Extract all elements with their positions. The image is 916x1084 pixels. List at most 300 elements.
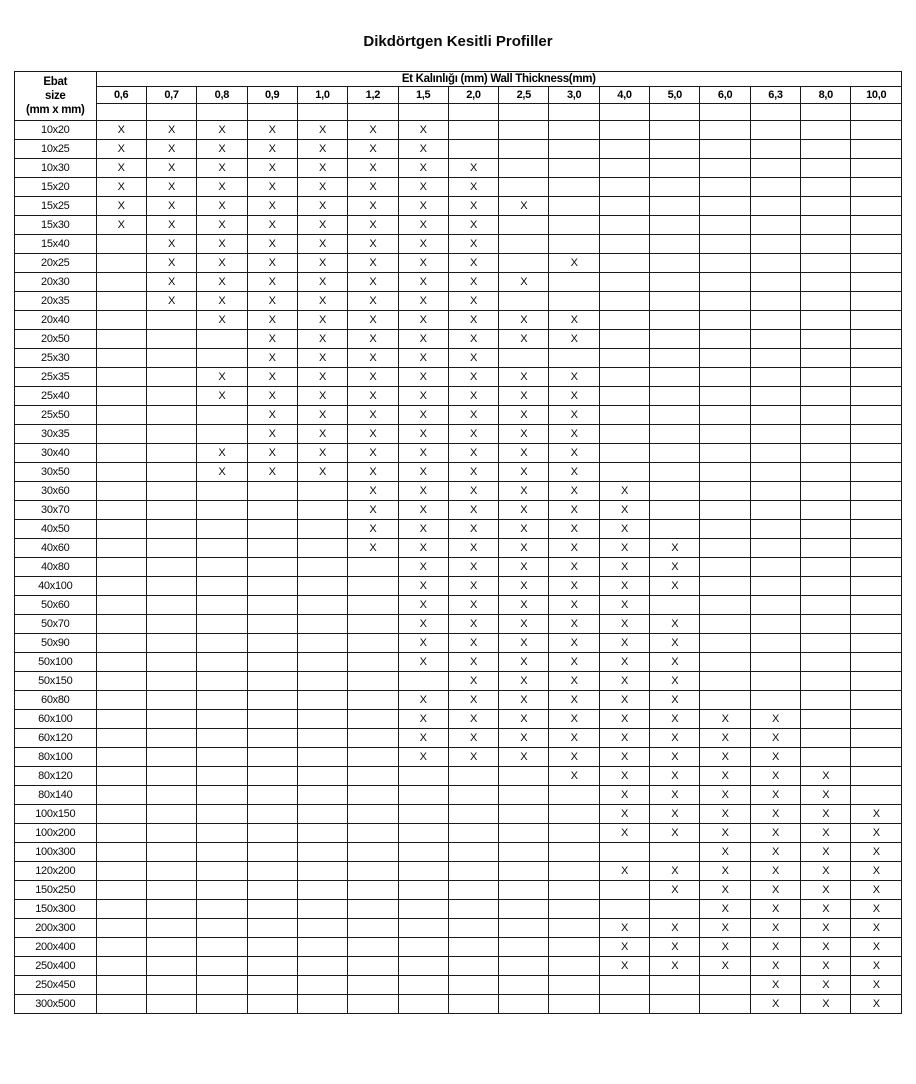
availability-mark-cell: X [801, 767, 851, 786]
empty-cell [700, 615, 750, 634]
availability-mark-cell: X [398, 349, 448, 368]
empty-cell [448, 995, 498, 1014]
empty-cell [650, 425, 700, 444]
availability-mark-cell: X [348, 121, 398, 140]
empty-cell [750, 311, 800, 330]
empty-cell [700, 387, 750, 406]
availability-mark-cell: X [549, 729, 599, 748]
empty-cell [650, 159, 700, 178]
availability-mark-cell: X [599, 767, 649, 786]
availability-mark-cell: X [146, 197, 196, 216]
table-row [15, 539, 902, 558]
empty-cell [398, 672, 448, 691]
availability-mark-cell: X [801, 900, 851, 919]
availability-mark-cell: X [599, 672, 649, 691]
empty-cell [197, 520, 247, 539]
availability-mark-cell: X [96, 178, 146, 197]
empty-cell [700, 444, 750, 463]
empty-cell [851, 311, 902, 330]
empty-cell [851, 387, 902, 406]
empty-cell [96, 957, 146, 976]
empty-cell [549, 938, 599, 957]
thickness-col-header: 8,0 [801, 87, 851, 104]
availability-mark-cell: X [348, 311, 398, 330]
availability-mark-cell: X [398, 368, 448, 387]
empty-cell [801, 653, 851, 672]
availability-mark-cell: X [297, 254, 347, 273]
empty-cell [448, 881, 498, 900]
availability-mark-cell: X [197, 387, 247, 406]
empty-cell [750, 273, 800, 292]
empty-cell [96, 577, 146, 596]
table-row [15, 216, 902, 235]
empty-cell [549, 843, 599, 862]
empty-cell [650, 235, 700, 254]
empty-cell [499, 995, 549, 1014]
size-cell: 80x120 [15, 767, 97, 786]
availability-mark-cell: X [398, 729, 448, 748]
empty-cell [146, 672, 196, 691]
empty-cell [650, 900, 700, 919]
empty-cell [96, 520, 146, 539]
availability-mark-cell: X [801, 824, 851, 843]
availability-mark-cell: X [348, 216, 398, 235]
availability-mark-cell: X [297, 368, 347, 387]
availability-mark-cell: X [700, 862, 750, 881]
empty-cell [801, 197, 851, 216]
size-cell: 30x40 [15, 444, 97, 463]
availability-mark-cell: X [297, 311, 347, 330]
header-spacer-cell [448, 104, 498, 121]
empty-cell [650, 121, 700, 140]
availability-mark-cell: X [499, 463, 549, 482]
empty-cell [398, 843, 448, 862]
size-cell: 50x150 [15, 672, 97, 691]
empty-cell [801, 349, 851, 368]
empty-cell [499, 786, 549, 805]
empty-cell [700, 995, 750, 1014]
empty-cell [146, 330, 196, 349]
size-header-line3: (mm x mm) [25, 104, 85, 116]
table-row [15, 406, 902, 425]
availability-mark-cell: X [247, 387, 297, 406]
empty-cell [750, 615, 800, 634]
empty-cell [297, 615, 347, 634]
empty-cell [348, 767, 398, 786]
empty-cell [96, 862, 146, 881]
empty-cell [96, 368, 146, 387]
empty-cell [247, 520, 297, 539]
empty-cell [700, 976, 750, 995]
availability-mark-cell: X [650, 767, 700, 786]
empty-cell [599, 900, 649, 919]
empty-cell [96, 824, 146, 843]
size-cell: 40x80 [15, 558, 97, 577]
availability-mark-cell: X [650, 957, 700, 976]
empty-cell [297, 539, 347, 558]
availability-mark-cell: X [448, 577, 498, 596]
availability-mark-cell: X [650, 805, 700, 824]
availability-mark-cell: X [348, 178, 398, 197]
empty-cell [851, 140, 902, 159]
size-cell: 40x100 [15, 577, 97, 596]
empty-cell [700, 691, 750, 710]
empty-cell [348, 995, 398, 1014]
size-cell: 50x90 [15, 634, 97, 653]
table-row [15, 634, 902, 653]
empty-cell [348, 710, 398, 729]
empty-cell [650, 178, 700, 197]
empty-cell [146, 406, 196, 425]
availability-mark-cell: X [448, 197, 498, 216]
empty-cell [650, 330, 700, 349]
empty-cell [398, 786, 448, 805]
availability-mark-cell: X [96, 140, 146, 159]
empty-cell [599, 463, 649, 482]
empty-cell [851, 520, 902, 539]
availability-mark-cell: X [297, 159, 347, 178]
empty-cell [851, 197, 902, 216]
empty-cell [146, 957, 196, 976]
empty-cell [549, 862, 599, 881]
availability-mark-cell: X [700, 767, 750, 786]
empty-cell [750, 539, 800, 558]
empty-cell [146, 425, 196, 444]
availability-mark-cell: X [448, 615, 498, 634]
empty-cell [348, 938, 398, 957]
availability-mark-cell: X [499, 539, 549, 558]
empty-cell [297, 805, 347, 824]
empty-cell [197, 482, 247, 501]
availability-mark-cell: X [549, 463, 599, 482]
availability-mark-cell: X [297, 444, 347, 463]
empty-cell [96, 843, 146, 862]
table-header [15, 72, 902, 121]
availability-mark-cell: X [448, 254, 498, 273]
empty-cell [851, 406, 902, 425]
empty-cell [448, 140, 498, 159]
empty-cell [650, 406, 700, 425]
empty-cell [247, 767, 297, 786]
empty-cell [146, 520, 196, 539]
availability-mark-cell: X [297, 463, 347, 482]
empty-cell [750, 577, 800, 596]
availability-mark-cell: X [499, 558, 549, 577]
availability-mark-cell: X [197, 273, 247, 292]
header-spacer-cell [801, 104, 851, 121]
availability-mark-cell: X [448, 406, 498, 425]
empty-cell [700, 406, 750, 425]
availability-mark-cell: X [348, 463, 398, 482]
availability-mark-cell: X [448, 482, 498, 501]
availability-mark-cell: X [650, 634, 700, 653]
empty-cell [750, 596, 800, 615]
empty-cell [96, 330, 146, 349]
empty-cell [650, 482, 700, 501]
availability-mark-cell: X [750, 957, 800, 976]
header-spacer-cell [398, 104, 448, 121]
availability-mark-cell: X [599, 615, 649, 634]
availability-mark-cell: X [549, 368, 599, 387]
empty-cell [448, 919, 498, 938]
empty-cell [146, 691, 196, 710]
availability-mark-cell: X [750, 881, 800, 900]
table-row [15, 482, 902, 501]
availability-mark-cell: X [750, 805, 800, 824]
table-row [15, 976, 902, 995]
availability-mark-cell: X [197, 121, 247, 140]
availability-mark-cell: X [448, 368, 498, 387]
table-row [15, 786, 902, 805]
empty-cell [599, 159, 649, 178]
size-header-line1: Ebat [43, 76, 68, 88]
empty-cell [700, 121, 750, 140]
availability-mark-cell: X [146, 140, 196, 159]
availability-mark-cell: X [801, 957, 851, 976]
header-spacer-cell [297, 104, 347, 121]
empty-cell [851, 710, 902, 729]
empty-cell [599, 995, 649, 1014]
thickness-col-header: 0,7 [146, 87, 196, 104]
table-row [15, 463, 902, 482]
empty-cell [599, 330, 649, 349]
empty-cell [96, 881, 146, 900]
empty-cell [599, 216, 649, 235]
availability-mark-cell: X [851, 995, 902, 1014]
availability-mark-cell: X [448, 159, 498, 178]
empty-cell [348, 577, 398, 596]
empty-cell [297, 938, 347, 957]
empty-cell [700, 577, 750, 596]
header-spacer-cell [146, 104, 196, 121]
availability-mark-cell: X [348, 159, 398, 178]
empty-cell [247, 919, 297, 938]
size-column-header [15, 72, 97, 121]
empty-cell [750, 672, 800, 691]
table-row [15, 900, 902, 919]
availability-mark-cell: X [499, 615, 549, 634]
availability-mark-cell: X [851, 881, 902, 900]
table-row [15, 691, 902, 710]
availability-mark-cell: X [499, 406, 549, 425]
table-row [15, 444, 902, 463]
availability-mark-cell: X [197, 178, 247, 197]
empty-cell [650, 596, 700, 615]
empty-cell [750, 634, 800, 653]
empty-cell [96, 615, 146, 634]
table-row [15, 843, 902, 862]
availability-mark-cell: X [801, 995, 851, 1014]
availability-mark-cell: X [398, 273, 448, 292]
empty-cell [398, 957, 448, 976]
empty-cell [448, 767, 498, 786]
empty-cell [549, 786, 599, 805]
empty-cell [197, 425, 247, 444]
availability-mark-cell: X [247, 444, 297, 463]
empty-cell [801, 406, 851, 425]
thickness-col-header: 0,6 [96, 87, 146, 104]
empty-cell [197, 710, 247, 729]
size-cell: 80x100 [15, 748, 97, 767]
empty-cell [448, 843, 498, 862]
empty-cell [700, 140, 750, 159]
empty-cell [750, 368, 800, 387]
availability-mark-cell: X [851, 957, 902, 976]
thickness-col-header: 3,0 [549, 87, 599, 104]
availability-mark-cell: X [348, 387, 398, 406]
availability-mark-cell: X [247, 235, 297, 254]
empty-cell [750, 140, 800, 159]
empty-cell [197, 672, 247, 691]
empty-cell [750, 406, 800, 425]
availability-mark-cell: X [348, 444, 398, 463]
availability-mark-cell: X [801, 938, 851, 957]
empty-cell [750, 425, 800, 444]
empty-cell [247, 653, 297, 672]
availability-mark-cell: X [348, 425, 398, 444]
empty-cell [146, 349, 196, 368]
empty-cell [499, 216, 549, 235]
availability-mark-cell: X [650, 672, 700, 691]
availability-mark-cell: X [650, 691, 700, 710]
empty-cell [750, 444, 800, 463]
empty-cell [297, 976, 347, 995]
availability-mark-cell: X [599, 938, 649, 957]
availability-mark-cell: X [197, 159, 247, 178]
thickness-col-header: 1,5 [398, 87, 448, 104]
page-title: Dikdörtgen Kesitli Profiller [363, 33, 553, 50]
empty-cell [801, 444, 851, 463]
empty-cell [549, 349, 599, 368]
availability-mark-cell: X [247, 292, 297, 311]
availability-mark-cell: X [599, 558, 649, 577]
empty-cell [146, 976, 196, 995]
empty-cell [96, 349, 146, 368]
empty-cell [851, 767, 902, 786]
empty-cell [197, 501, 247, 520]
availability-mark-cell: X [549, 615, 599, 634]
availability-mark-cell: X [851, 805, 902, 824]
empty-cell [549, 292, 599, 311]
empty-cell [499, 862, 549, 881]
empty-cell [197, 615, 247, 634]
availability-mark-cell: X [801, 862, 851, 881]
availability-mark-cell: X [297, 387, 347, 406]
availability-mark-cell: X [398, 235, 448, 254]
empty-cell [801, 558, 851, 577]
availability-mark-cell: X [499, 634, 549, 653]
availability-mark-cell: X [700, 786, 750, 805]
table-row [15, 995, 902, 1014]
size-cell: 120x200 [15, 862, 97, 881]
empty-cell [549, 995, 599, 1014]
empty-cell [348, 824, 398, 843]
empty-cell [801, 425, 851, 444]
empty-cell [146, 634, 196, 653]
empty-cell [448, 862, 498, 881]
thickness-col-header: 1,2 [348, 87, 398, 104]
empty-cell [197, 786, 247, 805]
availability-mark-cell: X [650, 862, 700, 881]
availability-mark-cell: X [750, 938, 800, 957]
availability-mark-cell: X [448, 729, 498, 748]
availability-mark-cell: X [549, 254, 599, 273]
empty-cell [750, 349, 800, 368]
availability-mark-cell: X [398, 539, 448, 558]
empty-cell [448, 957, 498, 976]
availability-mark-cell: X [851, 862, 902, 881]
availability-mark-cell: X [297, 235, 347, 254]
availability-mark-cell: X [398, 482, 448, 501]
empty-cell [700, 463, 750, 482]
availability-mark-cell: X [398, 159, 448, 178]
empty-cell [750, 216, 800, 235]
size-cell: 10x25 [15, 140, 97, 159]
empty-cell [851, 216, 902, 235]
size-cell: 15x30 [15, 216, 97, 235]
empty-cell [297, 596, 347, 615]
size-cell: 40x50 [15, 520, 97, 539]
availability-mark-cell: X [297, 292, 347, 311]
empty-cell [146, 558, 196, 577]
empty-cell [197, 938, 247, 957]
empty-cell [750, 159, 800, 178]
empty-cell [348, 843, 398, 862]
availability-mark-cell: X [499, 691, 549, 710]
empty-cell [96, 748, 146, 767]
availability-mark-cell: X [549, 577, 599, 596]
empty-cell [197, 748, 247, 767]
empty-cell [549, 178, 599, 197]
empty-cell [146, 748, 196, 767]
empty-cell [448, 121, 498, 140]
empty-cell [197, 406, 247, 425]
availability-mark-cell: X [197, 235, 247, 254]
empty-cell [801, 482, 851, 501]
empty-cell [348, 957, 398, 976]
thickness-col-header: 6,3 [750, 87, 800, 104]
empty-cell [297, 843, 347, 862]
size-cell: 25x35 [15, 368, 97, 387]
availability-mark-cell: X [398, 463, 448, 482]
availability-mark-cell: X [448, 216, 498, 235]
availability-mark-cell: X [650, 558, 700, 577]
empty-cell [146, 938, 196, 957]
availability-mark-cell: X [297, 273, 347, 292]
availability-mark-cell: X [96, 121, 146, 140]
empty-cell [96, 634, 146, 653]
empty-cell [297, 482, 347, 501]
empty-cell [398, 881, 448, 900]
availability-mark-cell: X [599, 957, 649, 976]
empty-cell [549, 121, 599, 140]
availability-mark-cell: X [448, 444, 498, 463]
empty-cell [801, 539, 851, 558]
availability-mark-cell: X [398, 425, 448, 444]
empty-cell [750, 691, 800, 710]
empty-cell [297, 653, 347, 672]
availability-mark-cell: X [348, 254, 398, 273]
size-cell: 50x100 [15, 653, 97, 672]
availability-mark-cell: X [398, 406, 448, 425]
empty-cell [599, 881, 649, 900]
empty-cell [348, 881, 398, 900]
header-spacer-cell [247, 104, 297, 121]
availability-mark-cell: X [499, 653, 549, 672]
size-cell: 25x50 [15, 406, 97, 425]
availability-mark-cell: X [499, 501, 549, 520]
header-row-top [15, 72, 902, 87]
